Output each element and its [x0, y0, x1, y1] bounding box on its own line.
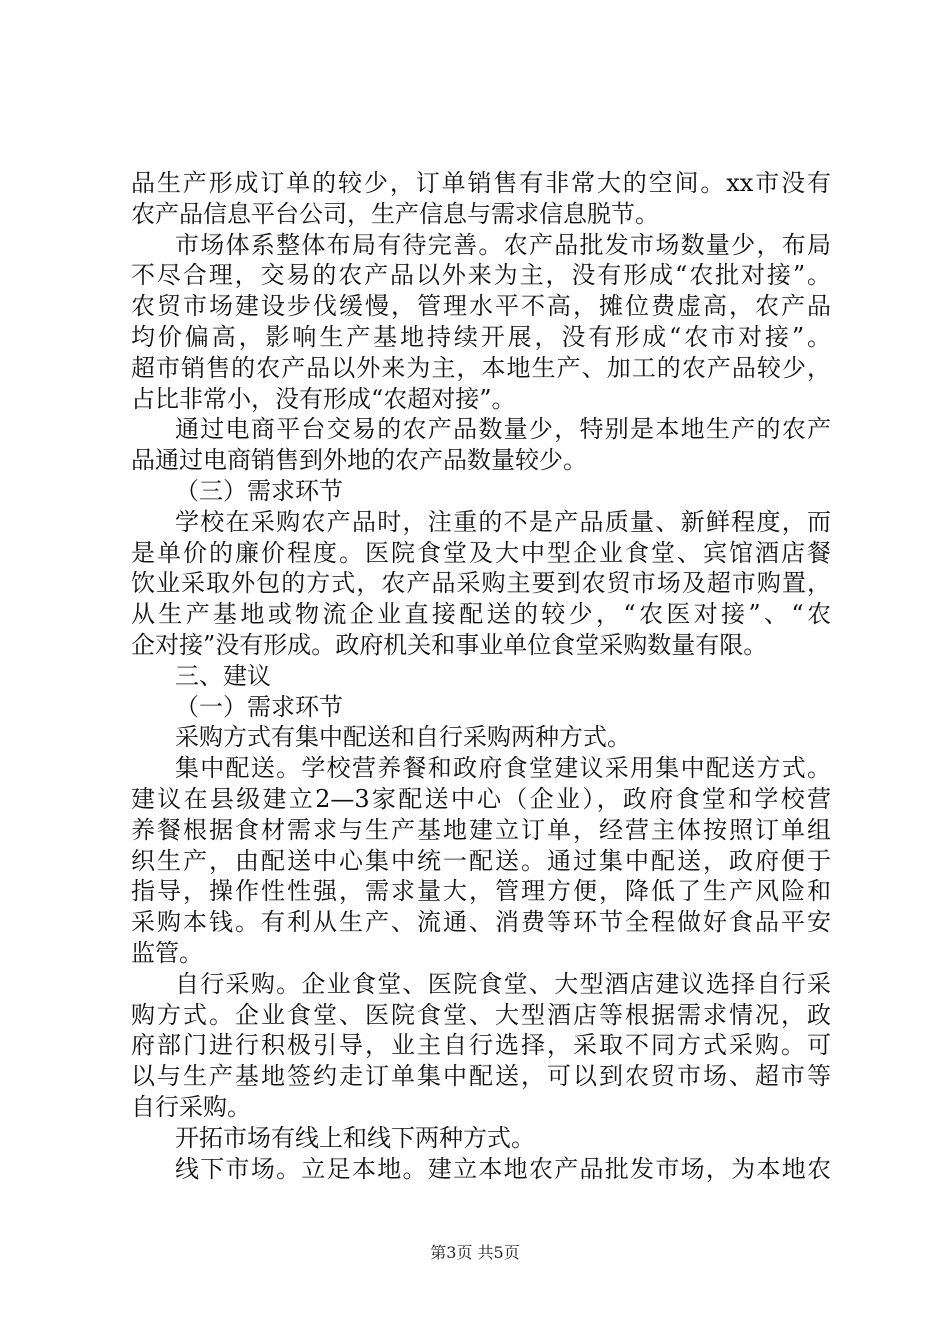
paragraph-line: 购方式。企业食堂、医院食堂、大型酒店等根据需求情况，政 — [131, 1000, 831, 1029]
document-body — [131, 168, 831, 1184]
paragraph-line: （一）需求环节 — [175, 692, 343, 721]
paragraph-line: 织生产，由配送中心集中统一配送。通过集中配送，政府便于 — [131, 846, 831, 875]
paragraph-line: 建议在县级建立2—3家配送中心（企业），政府食堂和学校营 — [131, 784, 831, 813]
paragraph-line: 品通过电商销售到外地的农产品数量较少。 — [131, 446, 587, 475]
paragraph-line: 农贸市场建设步伐缓慢，管理水平不高，摊位费虚高，农产品 — [131, 292, 831, 321]
paragraph-line: 从生产基地或物流企业直接配送的较少，“农医对接”、“农 — [131, 600, 831, 629]
paragraph-line: 监管。 — [131, 938, 203, 967]
paragraph-line: 采购本钱。有利从生产、流通、消费等环节全程做好食品平安 — [131, 908, 831, 937]
paragraph-line: 学校在采购农产品时，注重的不是产品质量、新鲜程度，而 — [175, 507, 831, 536]
paragraph-line: 以与生产基地签约走订单集中配送，可以到农贸市场、超市等 — [131, 1062, 831, 1091]
paragraph-line: 不尽合理，交易的农产品以外来为主，没有形成“农批对接”。 — [131, 261, 831, 290]
paragraph-line: 指导，操作性性强，需求量大，管理方便，降低了生产风险和 — [131, 877, 831, 906]
paragraph-line: 是单价的廉价程度。医院食堂及大中型企业食堂、宾馆酒店餐 — [131, 538, 831, 567]
paragraph-line: 农产品信息平台公司，生产信息与需求信息脱节。 — [131, 199, 659, 228]
paragraph-line: 集中配送。学校营养餐和政府食堂建议采用集中配送方式。 — [175, 754, 831, 783]
paragraph-line: 通过电商平台交易的农产品数量少，特别是本地生产的农产 — [175, 415, 831, 444]
paragraph-line: 三、建议 — [175, 661, 271, 690]
paragraph-line: 线下市场。立足本地。建立本地农产品批发市场，为本地农 — [175, 1154, 831, 1183]
paragraph-line: 企对接”没有形成。政府机关和事业单位食堂采购数量有限。 — [131, 630, 768, 659]
paragraph-line: （三）需求环节 — [175, 476, 343, 505]
paragraph-line: 自行采购。 — [131, 1092, 251, 1121]
paragraph-line: 府部门进行积极引导，业主自行选择，采取不同方式采购。可 — [131, 1031, 831, 1060]
paragraph-line: 均价偏高，影响生产基地持续开展，没有形成“农市对接”。 — [131, 322, 831, 351]
paragraph-line: 开拓市场有线上和线下两种方式。 — [175, 1123, 535, 1152]
paragraph-line: 品生产形成订单的较少，订单销售有非常大的空间。xx市没有 — [131, 169, 831, 197]
paragraph-line: 超市销售的农产品以外来为主，本地生产、加工的农产品较少， — [131, 353, 831, 382]
paragraph-line: 养餐根据食材需求与生产基地建立订单，经营主体按照订单组 — [131, 815, 831, 844]
paragraph-line: 采购方式有集中配送和自行采购两种方式。 — [175, 723, 631, 752]
paragraph-line: 自行采购。企业食堂、医院食堂、大型酒店建议选择自行采 — [175, 969, 831, 998]
page-footer: 第3页 共5页 — [430, 1243, 520, 1262]
paragraph-line: 饮业采取外包的方式，农产品采购主要到农贸市场及超市购置， — [131, 569, 831, 598]
paragraph-line: 市场体系整体布局有待完善。农产品批发市场数量少，布局 — [175, 230, 831, 259]
paragraph-line: 占比非常小，没有形成“农超对接”。 — [131, 384, 516, 413]
